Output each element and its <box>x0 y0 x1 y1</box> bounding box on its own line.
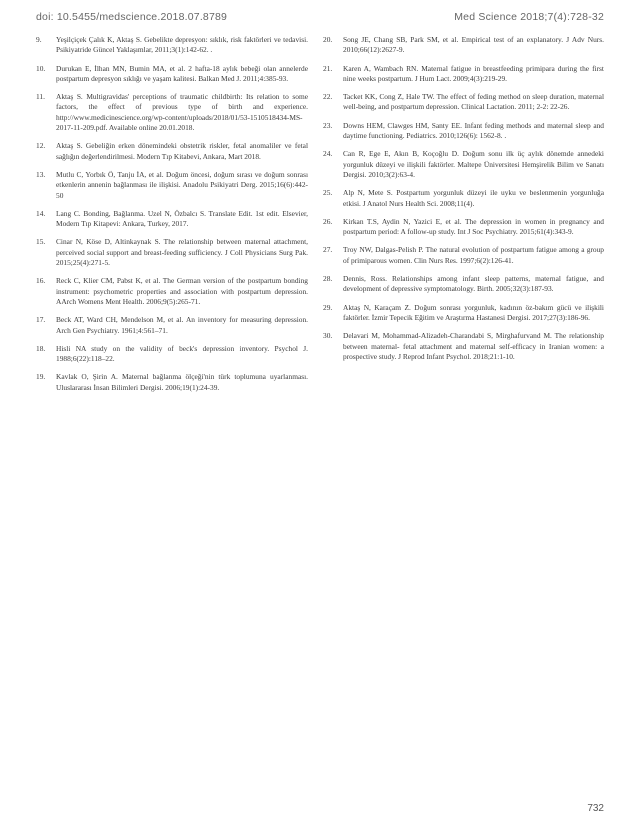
reference-item <box>323 303 604 324</box>
reference-item <box>36 35 308 56</box>
reference-item <box>323 188 604 209</box>
reference-text: Kavlak O, Şirin A. Maternal bağlanma ölçeği'nin türk toplumuna uyarlanması. Uluslararası İnsan Bilimleri Dergisi. 2006;19(1):24-39. <box>56 372 308 392</box>
reference-text: Aktaş S. Gebeliğin erken dönemindeki obstetrik riskler, fetal anomaliler ve fetal sağlığın değerlendirilmesi. Modern Tıp Kitabevi, Ankara, Mart 2018. <box>56 141 308 161</box>
reference-item <box>323 64 604 85</box>
reference-item <box>323 35 604 56</box>
reference-item <box>36 276 308 307</box>
reference-number: 14. <box>36 208 46 218</box>
reference-item <box>36 344 308 365</box>
reference-text: Dennis, Ross. Relationships among infant sleep patterns, maternal fatigue, and development of depressive symptomatology. Birth. 2005;32(3):187-93. <box>343 274 604 294</box>
reference-text: Lang C. Bonding, Bağlanma. Uzel N, Özbalcı S. Translate Edit. 1st edit. Elsevier, Modern Tıp Kitapevi: Ankara, Turkey, 2017. <box>56 208 308 229</box>
reference-text: Durukan E, İlhan MN, Bumin MA, et al. 2 hafta-18 aylık bebeği olan annelerde postpartum depresyon sıklığı ve yaşam kalitesi. Balkan Med J. 2011;4:385-93. <box>56 63 308 83</box>
reference-number: 18. <box>36 343 46 353</box>
reference-text: Yeşilçiçek Çalık K, Aktaş S. Gebelikte depresyon: sıklık, risk faktörleri ve tedavisi. Psikiyatride Güncel Yaklaşımlar, 2011;3(1):142-62. . <box>56 35 308 55</box>
reference-number: 29. <box>323 302 333 312</box>
reference-list-right <box>323 35 604 370</box>
page-number: 732 <box>587 803 604 814</box>
reference-number: 19. <box>36 372 46 382</box>
reference-text: Troy NW, Dalgas-Pelish P. The natural evolution of postpartum fatigue among a group of primiparous women. Clin Nurs Res. 1997;6(2):126-41. <box>343 245 604 265</box>
reference-item <box>36 372 308 393</box>
reference-text: Downs HEM, Clawges HM, Santy EE. Infant feding methods and maternal sleep and daytime functioning. Pediatrics. 2010;126(6): 1562-8. . <box>343 120 604 141</box>
reference-number: 27. <box>323 245 333 255</box>
reference-item <box>36 64 308 85</box>
reference-number: 16. <box>36 276 46 286</box>
reference-number: 28. <box>323 274 333 284</box>
reference-number: 21. <box>323 63 333 73</box>
reference-number: 20. <box>323 35 333 44</box>
reference-text: Aktaş N, Karaçam Z. Doğum sonrası yorgunluk, kadının öz-bakım gücü ve ilişkili faktörler. İzmir Tepecik Eğitim ve Araştırma Hastanesi Dergisi. 2017;27(3):186-96. <box>343 302 604 322</box>
reference-text: Kirkan T.S, Aydin N, Yazici E, et al. The depression in women in pregnancy and postpartum period: A follow-up study. Int J Soc Psychiatry. 2015;61(4):343-9. <box>343 216 604 237</box>
reference-number: 22. <box>323 92 333 102</box>
reference-text: Delavari M, Mohammad-Alizadeh-Charandabi S, Mirghafurvand M. The relationship between maternal- fetal attachment and maternal self-efficacy in Iranian women: a prospective study. J Reprod Infant Psychol. 2018;21:1-10. <box>343 331 604 361</box>
reference-text: Aktaş S. Multigravidas' perceptions of traumatic childbirth: Its relation to some factors, the effect of previous type of birth and experience. http://www.medicinescience.org/wp-content/uploads/2018/01/53-1510518434-MS-2017-11-209.pdf. Available online 20.01.2018. <box>56 92 308 133</box>
doi-header[interactable]: doi: 10.5455/medscience.2018.07.8789 <box>36 11 228 23</box>
reference-number: 23. <box>323 120 333 130</box>
reference-number: 24. <box>323 149 333 159</box>
reference-item <box>323 245 604 266</box>
reference-text: Can R, Ege E, Akın B, Koçoğlu D. Doğum sonu ilk üç aylık dönemde annedeki yorgunluk düzeyi ve ilişkili faktörler. Maltepe Üniversitesi Hemşirelik Bilim ve Sanatı Dergisi. 2010;3(2):63-4. <box>343 149 604 179</box>
reference-text: Tacket KK, Cong Z, Hale TW. The effect of feding method on sleep duration, maternal well-being, and postpartum depression. Clinical Lactation. 2011; 2-2: 22-26. <box>343 92 604 112</box>
reference-item <box>36 170 308 201</box>
reference-number: 17. <box>36 315 46 325</box>
reference-number: 30. <box>323 331 333 341</box>
reference-number: 13. <box>36 169 46 179</box>
journal-citation-header: Med Science 2018;7(4):728-32 <box>454 11 604 23</box>
reference-text: Alp N, Mete S. Postpartum yorgunluk düzeyi ile uyku ve beslenmenin yorgunluğa etkisi. J Anatol Nurs Health Sci. 2008;11(4). <box>343 188 604 208</box>
reference-number: 9. <box>36 35 42 44</box>
reference-number: 10. <box>36 63 46 73</box>
reference-item <box>323 274 604 295</box>
reference-item <box>323 149 604 180</box>
reference-item <box>36 92 308 133</box>
reference-item <box>36 141 308 162</box>
reference-number: 12. <box>36 141 46 151</box>
reference-number: 26. <box>323 216 333 226</box>
reference-item <box>36 315 308 336</box>
reference-item <box>36 209 308 230</box>
reference-text: Hisli NA study on the validity of beck's depression inventory. Psychol J. 1988;6(22):118–22. <box>56 343 308 364</box>
reference-text: Song JE, Chang SB, Park SM, et al. Empirical test of an explanatory. J Adv Nurs. 2010;66(12):2627-9. <box>343 35 604 55</box>
reference-list-left <box>36 35 308 401</box>
reference-item <box>323 331 604 362</box>
reference-item <box>323 121 604 142</box>
reference-text: Beck AT, Ward CH, Mendelson M, et al. An inventory for measuring depression. Arch Gen Psychiatry. 1961;4:561–71. <box>56 315 308 335</box>
reference-number: 15. <box>36 237 46 247</box>
reference-text: Cinar N, Köse D, Altinkaynak S. The relationship between maternal attachment, perceived social support and breast-feeding sufficiency. J Coll Physicians Surg Pak. 2015;25(4):271-5. <box>56 237 308 268</box>
reference-number: 25. <box>323 188 333 198</box>
reference-text: Mutlu C, Yorbık Ö, Tanju İA, et al. Doğum öncesi, doğum sırası ve doğum sonrası etkenlerin annenin bağlanması ile ilişkisi. Anadolu Psikiyatri Derg. 2015;16(6):442-50 <box>56 169 308 200</box>
reference-number: 11. <box>36 92 45 102</box>
reference-item <box>323 92 604 113</box>
reference-item <box>36 237 308 268</box>
reference-item <box>323 217 604 238</box>
reference-text: Karen A, Wambach RN. Maternal fatigue in breastfeeding primipara during the first nine weeks postpartum. J Hum Lact. 2009;4(3):219-29. <box>343 63 604 83</box>
reference-text: Reck C, Klier CM, Pabst K, et al. The German version of the postpartum bonding instrument: psychometric properties and association with postpartum depression. AArch Womens Ment Health. 2006;9(5):265-71. <box>56 276 308 306</box>
